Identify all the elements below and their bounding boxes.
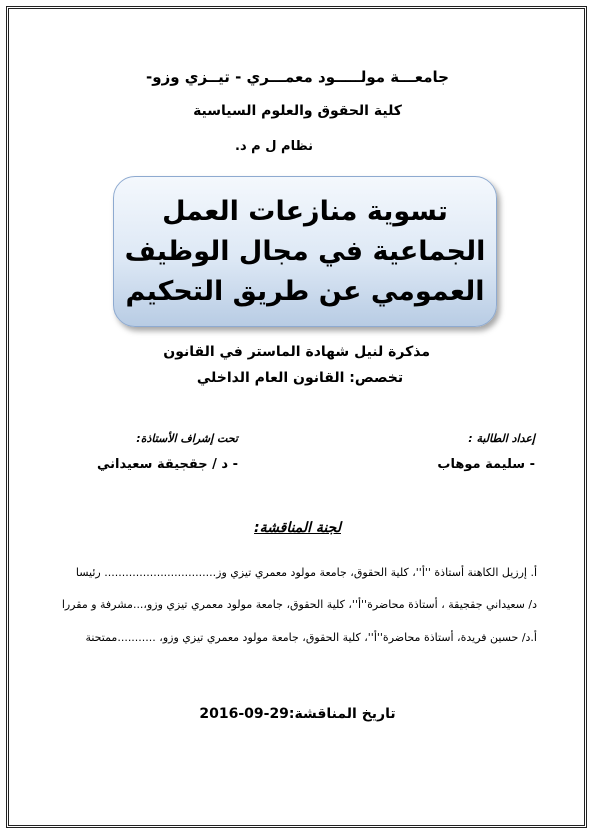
student-name: - سليمة موهاب	[437, 457, 535, 472]
faculty-name: كلية الحقوق والعلوم السياسية	[193, 103, 402, 119]
thesis-title-line-3: العمومي عن طريق التحكيم	[125, 275, 485, 307]
university-name: جامعـــة مولـــــود معمـــري - تيــزي وزو-	[146, 68, 449, 86]
prepared-by-label: إعداد الطالبة :	[468, 432, 535, 445]
specialty: تخصص: القانون العام الداخلي	[196, 370, 404, 386]
committee-title: لجنة المناقشة:	[254, 520, 341, 536]
study-system: نظام ل م د.	[235, 139, 313, 154]
supervisor-name: - د / جقجيقة سعيداني	[97, 457, 238, 472]
committee-member-chair: أ. إرزيل الكاهنة أستاذة ''أ''، كلية الحقوق، جامعة مولود معمري تيزي وز................................ رئيسا	[75, 566, 537, 579]
thesis-title-line-2: الجماعية في مجال الوظيف	[124, 235, 486, 267]
thesis-title-line-1: تسوية منازعات العمل	[162, 195, 448, 227]
thesis-title-box	[113, 176, 497, 327]
degree-statement: مذكرة لنيل شهادة الماستر في القانون	[163, 344, 430, 360]
committee-member-supervisor: د/ سعيداني جقجيقة ، أستاذة محاضرة''أ''، كلية الحقوق، جامعة مولود معمري تيزي وزو،...مشرفة و مقررا	[61, 598, 537, 611]
page-border	[6, 6, 587, 828]
committee-member-examiner: أ.د/ حسين فريدة، أستاذة محاضرة''أ''، كلية الحقوق، جامعة مولود معمري تيزي وزو، ...........ممتحنة	[85, 631, 537, 644]
defense-date: تاريخ المناقشة:29-09-2016	[199, 706, 396, 722]
supervisor-label: تحت إشراف الأستاذة:	[136, 432, 238, 445]
